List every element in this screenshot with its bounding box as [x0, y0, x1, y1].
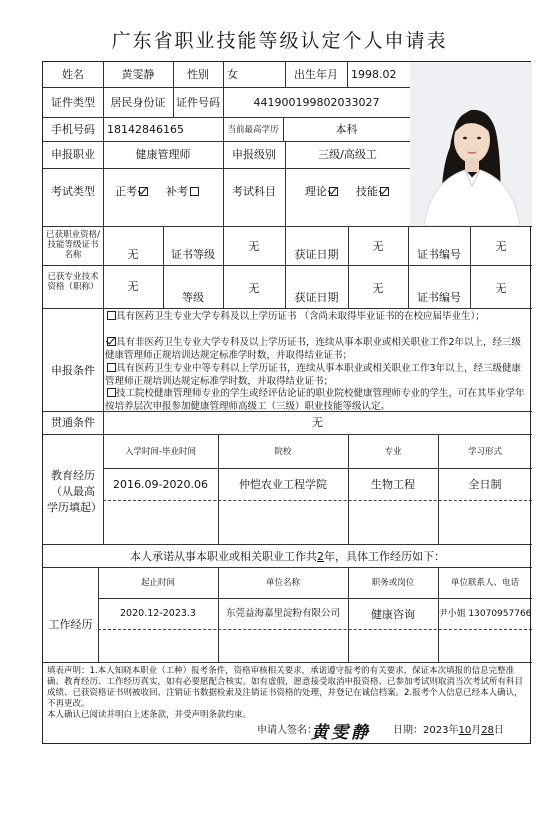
date-day-unit: 日 — [493, 725, 504, 736]
id-type-value: 居民身份证 — [110, 96, 166, 109]
edu-mode: 全日制 — [468, 478, 502, 491]
handwritten-signature: 黄雯静 — [311, 723, 371, 743]
exam-first-checkbox[interactable] — [139, 187, 148, 196]
occupation-value: 健康管理师 — [135, 148, 191, 161]
edu-school: 仲恺农业工程学院 — [239, 478, 327, 491]
work-header-contact: 单位联系人、电话 — [450, 578, 519, 588]
education-level-value: 本科 — [335, 123, 358, 136]
condition-item-4[interactable] — [105, 387, 525, 413]
skill-checkbox[interactable] — [380, 187, 389, 196]
qualification-level-label: 证书等级 — [171, 248, 215, 261]
date-month-unit: 月 — [471, 725, 482, 736]
commitment-suffix: 年，具体工作经历如下： — [324, 550, 445, 563]
work-company: 东莞益海嘉里淀粉有限公司 — [225, 608, 340, 619]
gender-label: 性别 — [187, 68, 209, 81]
condition-text-1: 具有医药卫生专业大学专科及以上学历证书 （含尚未取得毕业证书的在校应届毕业生）； — [116, 311, 485, 322]
work-label: 工作经历 — [48, 618, 93, 631]
birth-label: 出生年月 — [294, 68, 338, 81]
qualification-date-value: 无 — [372, 240, 384, 253]
tech-date-value: 无 — [372, 282, 384, 295]
exam-first-option[interactable] — [115, 185, 148, 198]
edu-header-major: 专业 — [384, 447, 402, 457]
birth-value: 1998.02 — [351, 68, 397, 81]
conditions-label: 申报条件 — [51, 364, 95, 377]
exam-type-label: 考试类型 — [51, 185, 95, 198]
tech-title-name: 无 — [127, 280, 139, 293]
occupation-label: 申报职业 — [51, 148, 95, 161]
date-year-unit: 年 — [448, 725, 459, 736]
edu-header-school: 院校 — [274, 447, 292, 457]
theory-checkbox[interactable] — [329, 187, 338, 196]
condition-checkbox-4[interactable] — [107, 388, 116, 397]
pass-through-label: 贯通条件 — [51, 416, 95, 429]
tech-title-label: 已获专业技术资格（职称） — [47, 272, 99, 292]
id-type-label: 证件类型 — [51, 96, 95, 109]
exam-retake-checkbox[interactable] — [190, 187, 199, 196]
date-month: 10 — [458, 725, 472, 736]
date-day: 28 — [481, 725, 494, 736]
work-header-period: 起止时间 — [140, 578, 175, 588]
theory-option[interactable] — [305, 185, 338, 198]
form-title: 广东省职业技能等级认定个人申请表 — [111, 30, 448, 52]
edu-header-period: 入学时间-毕业时间 — [124, 447, 197, 457]
application-form — [42, 61, 531, 744]
level-label: 申报级别 — [232, 148, 276, 161]
tech-level-label: 等级 — [182, 291, 204, 304]
work-position: 健康咨询 — [371, 608, 415, 621]
skill-text: 技能 — [356, 185, 378, 198]
condition-text-4: 技工院校健康管理师专业的学生或经评估论证的职业院校健康管理师专业的学生，可在其毕业学年按培养层次申报参加健康管理师高级工（三级）职业技能等级认定。 — [105, 388, 525, 412]
edu-header-mode: 学习形式 — [467, 447, 502, 457]
qualification-cert-name: 无 — [127, 248, 139, 261]
qualification-date-label: 获证日期 — [294, 248, 339, 261]
exam-retake-option[interactable] — [166, 185, 199, 198]
phone-value: 18142846165 — [107, 123, 184, 136]
pass-through-value: 无 — [312, 416, 323, 429]
id-no-value: 441900199802033027 — [253, 96, 380, 109]
condition-checkbox-2[interactable] — [107, 337, 116, 346]
edu-major: 生物工程 — [371, 478, 415, 491]
work-header-position: 职务或岗位 — [371, 578, 415, 588]
level-value: 三级/高级工 — [318, 148, 377, 161]
gender-value: 女 — [227, 68, 238, 81]
qualification-no-label: 证书编号 — [417, 248, 461, 261]
condition-text-2: 具有非医药卫生专业大学专科及以上学历证书，连续从事本职业或相关职业工作2年以上，经三级健康管理师正规培训达规定标准学时数，并取得结业证书； — [105, 337, 522, 361]
tech-date-label: 获证日期 — [294, 291, 339, 304]
qualification-cert-label: 已获职业资格/技能等级证书名称 — [46, 230, 100, 260]
condition-item-1[interactable] — [105, 310, 525, 323]
theory-text: 理论 — [305, 185, 327, 198]
condition-text-3: 具有医药卫生专业中等专科以上学历证书，连续从事本职业或相关职业工作3年以上，经三级健康管理师正规培训达规定标准学时数，并取得结业证书； — [105, 363, 522, 387]
signature-label: 申请人签名： — [257, 725, 317, 736]
applicant-photo — [410, 62, 532, 226]
declaration-text: 填表声明：1.本人知晓本职业（工种）报考条件，资格审核相关要求，承诺遵守报考的有关要求，保证本次填报的信息完整准确、教育经历、工作经历真实，如有必要愿配合核实。如有虚假，愿意接受取消申报资格、已参加考试则取消当次考试所有科目成绩、已获资格证书则被收回、注销证书数据检索及注销证书资格的处理，并登记在诚信档案。2.报考个人信息已经本人确认，不再更改。 — [47, 666, 524, 709]
education-label: 教育经历（从最高学历填起） — [47, 469, 102, 514]
condition-item-3[interactable] — [105, 362, 525, 388]
exam-first-text: 正考 — [115, 185, 137, 198]
id-no-label: 证件号码 — [176, 96, 220, 109]
work-header-company: 单位名称 — [265, 578, 300, 588]
qualification-level-value: 无 — [248, 240, 260, 253]
condition-item-2[interactable] — [105, 336, 525, 362]
phone-label: 手机号码 — [51, 123, 95, 136]
condition-checkbox-3[interactable] — [107, 363, 116, 372]
signature-date — [393, 726, 504, 736]
date-year: 2023 — [423, 725, 449, 736]
edu-period: 2016.09-2020.06 — [113, 478, 208, 491]
name-label: 姓名 — [62, 68, 84, 81]
work-contact: 尹小姐 13070957766 — [438, 609, 532, 619]
tech-no-value: 无 — [495, 282, 507, 295]
tech-level-value: 无 — [248, 282, 260, 295]
tech-no-label: 证书编号 — [417, 291, 461, 304]
subject-label: 考试科目 — [232, 185, 276, 198]
exam-retake-text: 补考 — [166, 185, 188, 198]
commitment-prefix: 本人承诺从事本职业或相关职业工作共 — [130, 550, 317, 563]
qualification-no-value: 无 — [495, 240, 507, 253]
condition-checkbox-1[interactable] — [107, 311, 116, 320]
declaration-confirm: 本人确认已阅读并明白上述条款，并受声明条款约束。 — [47, 710, 252, 720]
commitment-years: 2 — [317, 550, 324, 563]
work-commitment — [43, 550, 532, 563]
date-label: 日期： — [393, 725, 423, 736]
skill-option[interactable] — [356, 185, 389, 198]
name-value: 黄雯静 — [121, 68, 155, 81]
education-level-label: 当前最高学历 — [227, 125, 279, 135]
work-period: 2020.12-2023.3 — [120, 608, 196, 619]
